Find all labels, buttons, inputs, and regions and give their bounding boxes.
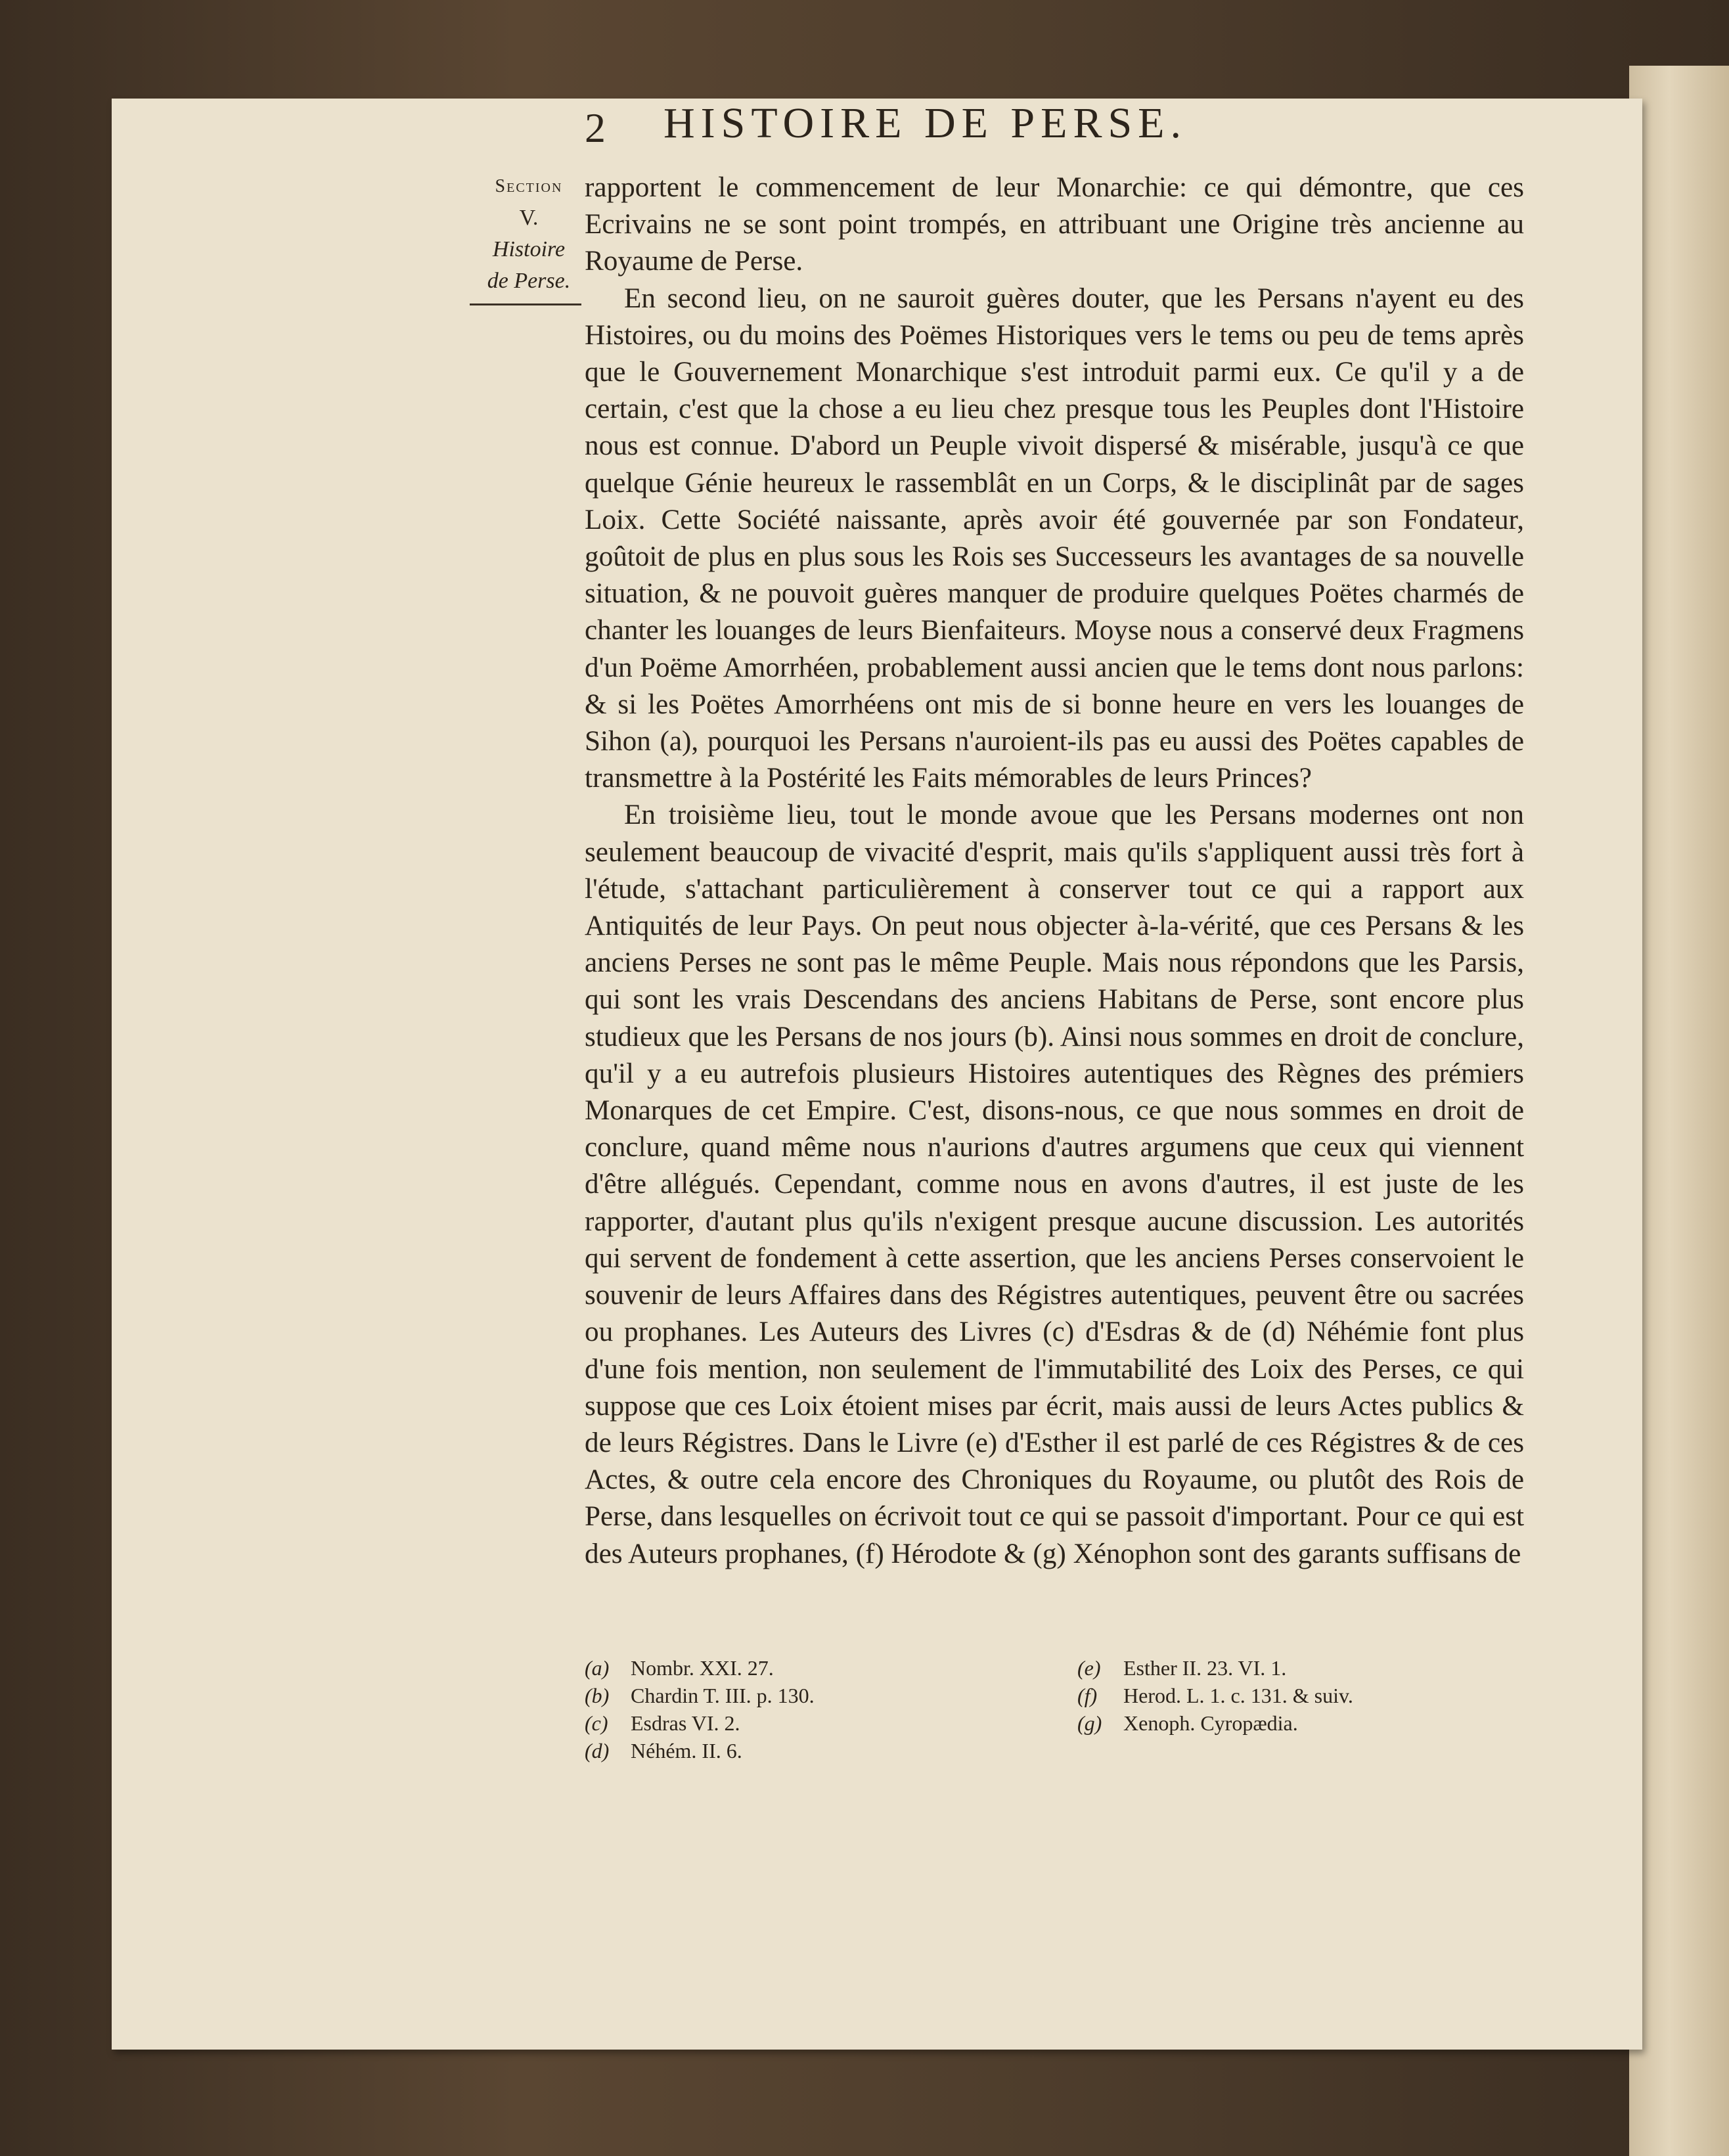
footnote-mark: (e)	[1077, 1656, 1101, 1680]
running-title: HISTOIRE DE PERSE.	[663, 99, 1187, 147]
section-number: V.	[519, 206, 539, 230]
page-number: 2	[585, 104, 606, 151]
footnotes	[585, 1654, 1524, 1799]
footnote-text: Chardin T. III. p. 130.	[631, 1684, 815, 1707]
section-label: Section	[495, 176, 563, 196]
paragraph-2: En second lieu, on ne sauroit guères douter, que les Persans n'ayent eu des Histoires, ou du moins des Poëmes Historiques vers le tems ou peu de tems après que le Gouvernement Monarchique s'est introduit parmi eux. Ce qu'il y a de certain, c'est que la chose a eu lieu chez presque tous les Peuples dont l'Histoire nous est connue. D'abord un Peuple vivoit dispersé & misérable, jusqu'à ce que quelque Génie heureux le rassemblât en un Corps, & le disciplinât par de sages Loix. Cette Société naissante, après avoir été gouvernée par son Fondateur, goûtoit de plus en plus sous les Rois ses Successeurs les avantages de sa nouvelle situation, & ne pouvoit guères manquer de produire quelques Poëtes charmés de chanter les louanges de leurs Bienfaiteurs. Moyse nous a conservé deux Fragmens d'un Poëme Amorrhéen, probablement aussi ancien que le tems dont nous parlons: & si les Poëtes Amorrhéens ont mis de si bonne heure en vers les louanges de Sihon (a), pourquoi les Persans n'auroient-ils pas eu aussi des Poëtes capables de transmettre à la Postérité les Faits mémorables de leurs Princes?	[585, 282, 1524, 794]
main-text	[585, 169, 1524, 1573]
footnotes-left-column	[585, 1654, 1044, 1764]
margin-note-line-2: de Perse.	[487, 269, 571, 293]
footnotes-right-column	[1077, 1654, 1537, 1737]
footnote-c	[585, 1709, 1044, 1737]
footnote-text: Xenoph. Cyropædia.	[1123, 1711, 1298, 1735]
footnote-mark: (c)	[585, 1711, 608, 1735]
footnote-mark: (d)	[585, 1739, 610, 1763]
footnote-g	[1077, 1709, 1537, 1737]
footnote-mark: (a)	[585, 1656, 610, 1680]
footnote-f	[1077, 1682, 1537, 1709]
footnote-text: Esther II. 23. VI. 1.	[1123, 1656, 1287, 1680]
footnote-text: Herod. L. 1. c. 131. & suiv.	[1123, 1684, 1353, 1707]
next-page-edge	[1629, 66, 1729, 2156]
footnote-text: Esdras VI. 2.	[631, 1711, 740, 1735]
margin-rule	[470, 303, 581, 305]
page-header	[585, 99, 1445, 164]
footnote-e	[1077, 1654, 1537, 1682]
footnote-mark: (b)	[585, 1684, 610, 1707]
footnote-b	[585, 1682, 1044, 1709]
margin-note-line-1: Histoire	[492, 237, 566, 261]
footnote-text: Nombr. XXI. 27.	[631, 1656, 774, 1680]
footnote-a	[585, 1654, 1044, 1682]
footnote-text: Néhém. II. 6.	[631, 1739, 742, 1763]
footnote-mark: (f)	[1077, 1684, 1098, 1707]
footnote-mark: (g)	[1077, 1711, 1102, 1735]
footnote-d	[585, 1737, 1044, 1764]
margin-note	[470, 171, 588, 297]
paragraph-3: En troisième lieu, tout le monde avoue que les Persans modernes ont non seulement beaucoup de vivacité d'esprit, mais qu'ils s'appliquent aussi très fort à l'étude, s'attachant particulièrement à conserver tout ce qui a rapport aux Antiquités de leur Pays. On peut nous objecter à-la-vérité, que ces Persans & les anciens Perses ne sont pas le même Peuple. Mais nous répondons que les Parsis, qui sont les vrais Descendans des anciens Habitans de Perse, sont encore plus studieux que les Persans de nos jours (b). Ainsi nous sommes en droit de conclure, qu'il y a eu autrefois plusieurs Histoires autentiques des Règnes des prémiers Monarques de cet Empire. C'est, disons-nous, ce que nous sommes en droit de conclure, quand même nous n'aurions d'autres argumens que ceux qui viennent d'être allégués. Cependant, comme nous en avons d'autres, il est juste de les rapporter, d'autant plus qu'ils n'exigent presque aucune discussion. Les autorités qui servent de fondement à cette assertion, que les anciens Perses conservoient le souvenir de leurs Affaires dans des Régistres autentiques, peuvent être ou sacrées ou prophanes. Les Auteurs des Livres (c) d'Esdras & de (d) Néhémie font plus d'une fois mention, non seulement de l'immutabilité des Loix des Perses, ce qui suppose que ces Loix étoient mises par écrit, mais aussi de leurs Actes publics & de leurs Régistres. Dans le Livre (e) d'Esther il est parlé de ces Régistres & de ces Actes, & outre cela encore des Chroniques du Royaume, ou plutôt des Rois de Perse, dans lesquelles on écrivoit tout ce qui se passoit d'important. Pour ce qui est des Auteurs prophanes, (f) Hérodote & (g) Xénophon sont des garants suffisans de	[585, 799, 1524, 1569]
paragraph-1: rapportent le commencement de leur Monarchie: ce qui démontre, que ces Ecrivains ne se sont point trompés, en attribuant une Origine très ancienne au Royaume de Perse.	[585, 172, 1524, 277]
